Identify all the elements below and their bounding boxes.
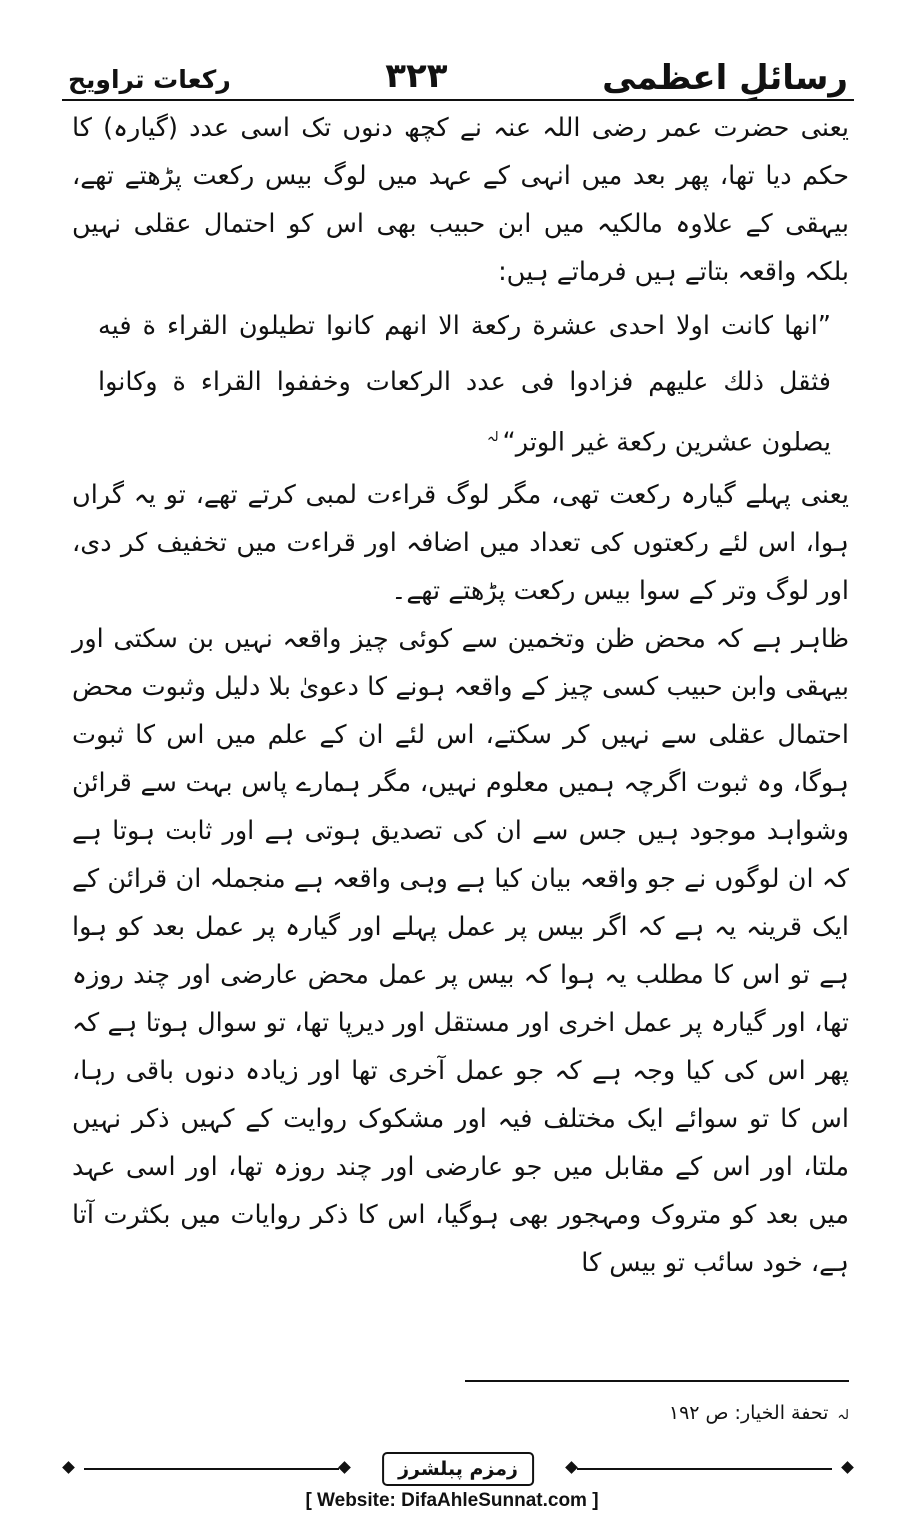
- footnote: [465, 1402, 849, 1424]
- ornament-diamond: [338, 1461, 351, 1474]
- page-header: [62, 42, 854, 98]
- page-number: ۳۲۳: [385, 56, 448, 96]
- ornament-rule: [84, 1468, 339, 1470]
- footnote-text: تحفة الخيار: ص ١٩٢: [668, 1402, 829, 1424]
- ornament-diamond: [565, 1461, 578, 1474]
- website-link[interactable]: [ Website: DifaAhleSunnat.com ]: [305, 1490, 599, 1511]
- footnote-divider: [465, 1380, 849, 1382]
- paragraph-1: یعنی حضرت عمر رضی اللہ عنہ نے کچھ دنوں تک اسی عدد (گیارہ) کا حکم دیا تھا، پھر بعد میں انہی کے عہد میں لوگ بیس رکعت پڑھتے تھے، بیہقی کے علاوہ مالکیہ میں ابن حبیب بھی اس کو احتمال عقلی نہیں بلکہ واقعہ بتاتے ہیں فرماتے ہیں:: [72, 113, 849, 287]
- chapter-title: رکعات تراویح: [68, 65, 231, 94]
- header-divider: [62, 99, 854, 101]
- quotation-text: ”انها كانت اولا احدى عشرة ركعة الا انهم كانوا تطيلون القراء ة فيه فثقل ذلك عليهم فزادوا فى عدد الركعات وخففوا القراء ة وكانوا يصلون عشرين ركعة غير الوتر“: [98, 311, 831, 458]
- footnote-reference: لہ: [486, 430, 499, 445]
- ornament-diamond: [62, 1461, 75, 1474]
- publisher-ornament: [62, 1452, 854, 1486]
- main-text: [72, 104, 849, 1287]
- ornament-rule: [577, 1468, 832, 1470]
- paragraph-2: یعنی پہلے گیارہ رکعت تھی، مگر لوگ قراءت لمبی کرتے تھے، تو یہ گراں ہوا، اس لئے رکعتوں کی تعداد میں اضافہ اور قراءت میں تخفیف کر دی، اور لوگ وتر کے سوا بیس رکعت پڑھتے تھے۔: [72, 479, 849, 606]
- publisher-badge: زمزم پبلشرز: [382, 1452, 534, 1486]
- footnote-mark: لہ: [837, 1408, 849, 1423]
- paragraph-3: ظاہر ہے کہ محض ظن وتخمین سے کوئی چیز واقعہ نہیں بن سکتی اور بیہقی وابن حبیب کسی چیز کے واقعہ ہونے کا دعویٰ بلا دلیل وثبوت محض احتمال عقلی سے نہیں کر سکتے، اس لئے ان کے علم میں اس کا ثبوت ہوگا، وہ ثبوت اگرچہ ہمیں معلوم نہیں، مگر ہمارے پاس بہت سے قرائن وشواہد موجود ہیں جس سے ان کی تصدیق ہوتی ہے اور ثابت ہوتا ہے کہ ان لوگوں نے جو واقعہ بیان کیا ہے وہی واقعہ ہے منجملہ ان قرائن کے ایک قرینہ یہ ہے کہ اگر بیس پر عمل پہلے اور گیارہ پر عمل بعد کو ہوا ہے تو اس کا مطلب یہ ہوا کہ بیس پر عمل محض عارضی اور چند روزہ تھا، اور گیارہ پر عمل اخری اور مستقل اور دیرپا تھا، تو سوال ہوتا ہے کہ پھر اس کی کیا وجہ ہے کہ جو عمل آخری تھا اور زیادہ دنوں باقی رہا، اس کا تو سوائے ایک مختلف فیہ اور مشکوک روایت کے کہیں ذکر نہیں ملتا، اور اس کے مقابل میں جو عارضی اور چند روزہ تھا، اور اسی عہد میں بعد کو متروک ومہجور بھی ہوگیا، اس کا ذکر روایات میں بکثرت آتا ہے، خود سائب تو بیس کا: [72, 623, 849, 1278]
- book-title-logo: رسائلِ اعظمی: [602, 58, 848, 98]
- arabic-quotation: [98, 298, 831, 471]
- ornament-diamond: [841, 1461, 854, 1474]
